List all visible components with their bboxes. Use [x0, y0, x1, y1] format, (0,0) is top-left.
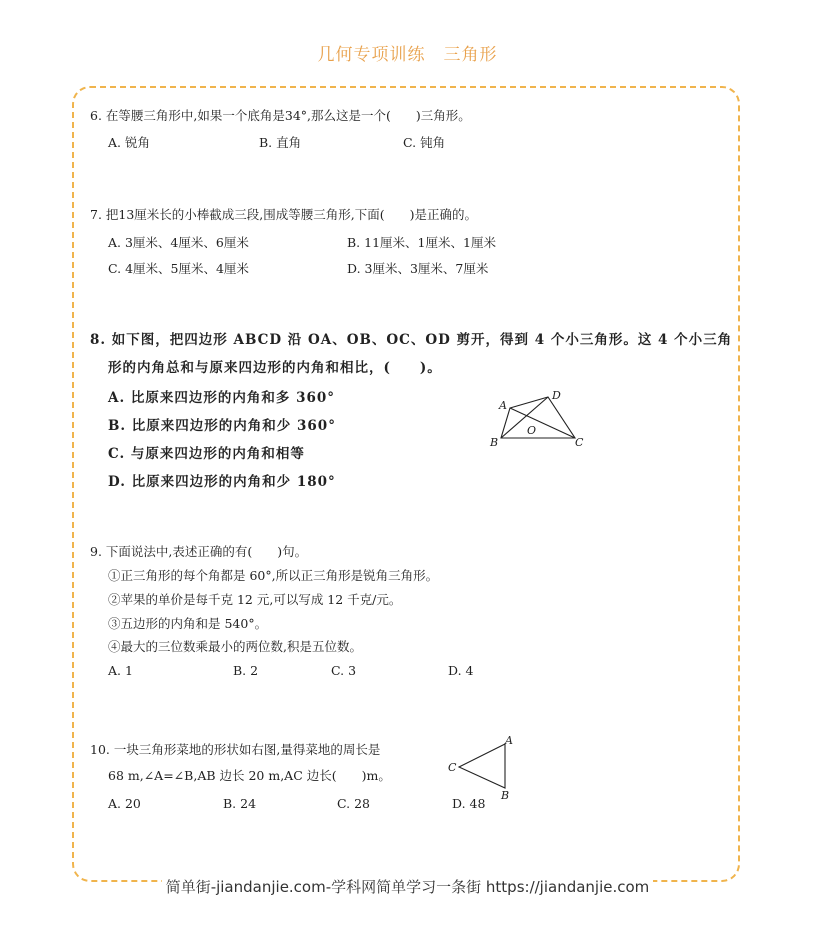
q9-option-c[interactable]: C. 3 [331, 663, 357, 678]
q8-option-b[interactable]: B. 比原来四边形的内角和少 360° [108, 418, 336, 434]
q10-option-b[interactable]: B. 24 [223, 796, 257, 811]
q10-triangle-figure [444, 730, 524, 805]
q8-stem-line1: 8. 如下图，把四边形 ABCD 沿 OA、OB、OC、OD 剪开，得到 4 个小三角形。这 4 个小三角 [90, 332, 733, 348]
q6-stem: 6. 在等腰三角形中,如果一个底角是34°,那么这是一个( )三角形。 [90, 108, 471, 123]
footer-text: 简单街-jiandanjie.com-学科网简单学习一条街 https://jiandanjie.com [162, 878, 654, 896]
q7-stem: 7. 把13厘米长的小棒截成三段,围成等腰三角形,下面( )是正确的。 [90, 207, 478, 222]
label-o: O [527, 424, 537, 437]
q9-option-d[interactable]: D. 4 [448, 663, 474, 678]
q9-stem: 9. 下面说法中,表述正确的有( )句。 [90, 544, 308, 559]
q8-option-a[interactable]: A. 比原来四边形的内角和多 360° [108, 390, 336, 406]
q7-option-c[interactable]: C. 4厘米、5厘米、4厘米 [108, 261, 249, 276]
label-b: B [501, 789, 510, 802]
label-b: B [490, 436, 499, 449]
q9-statement-3: ③五边形的内角和是 540°。 [108, 616, 268, 631]
footer-watermark [0, 876, 815, 897]
q9-statement-2: ②苹果的单价是每千克 12 元,可以写成 12 千克/元。 [108, 592, 402, 607]
q10-option-a[interactable]: A. 20 [108, 796, 141, 811]
q10-option-d[interactable]: D. 48 [452, 796, 486, 811]
q10-option-c[interactable]: C. 28 [337, 796, 370, 811]
q6-option-a[interactable]: A. 锐角 [108, 135, 150, 150]
q7-option-d[interactable]: D. 3厘米、3厘米、7厘米 [347, 261, 489, 276]
q7-option-a[interactable]: A. 3厘米、4厘米、6厘米 [108, 235, 249, 250]
label-d: D [552, 389, 561, 402]
q9-statement-1: ①正三角形的每个角都是 60°,所以正三角形是锐角三角形。 [108, 568, 439, 583]
diagonal-bd [501, 397, 548, 438]
label-a: A [499, 399, 507, 412]
q7-option-b[interactable]: B. 11厘米、1厘米、1厘米 [347, 235, 496, 250]
label-a: A [505, 734, 513, 747]
q6-option-b[interactable]: B. 直角 [259, 135, 302, 150]
label-c: C [448, 761, 457, 774]
q6-option-c[interactable]: C. 钝角 [403, 135, 446, 150]
q10-stem-line1: 10. 一块三角形菜地的形状如右图,量得菜地的周长是 [90, 742, 381, 757]
label-c: C [575, 436, 584, 449]
q8-option-c[interactable]: C. 与原来四边形的内角和相等 [108, 446, 305, 462]
triangle-abc [459, 744, 505, 788]
quadrilateral-abcd [501, 397, 575, 438]
quad-outline [501, 397, 575, 438]
q8-quadrilateral-figure [486, 384, 596, 454]
q8-option-d[interactable]: D. 比原来四边形的内角和少 180° [108, 474, 336, 490]
q9-option-b[interactable]: B. 2 [233, 663, 259, 678]
q9-statement-4: ④最大的三位数乘最小的两位数,积是五位数。 [108, 639, 362, 654]
q10-stem-line2: 68 m,∠A=∠B,AB 边长 20 m,AC 边长( )m。 [108, 768, 391, 783]
q9-option-a[interactable]: A. 1 [108, 663, 133, 678]
q8-stem-line2: 形的内角总和与原来四边形的内角和相比，( )。 [108, 360, 442, 376]
page-title: 几何专项训练 三角形 [317, 45, 498, 65]
